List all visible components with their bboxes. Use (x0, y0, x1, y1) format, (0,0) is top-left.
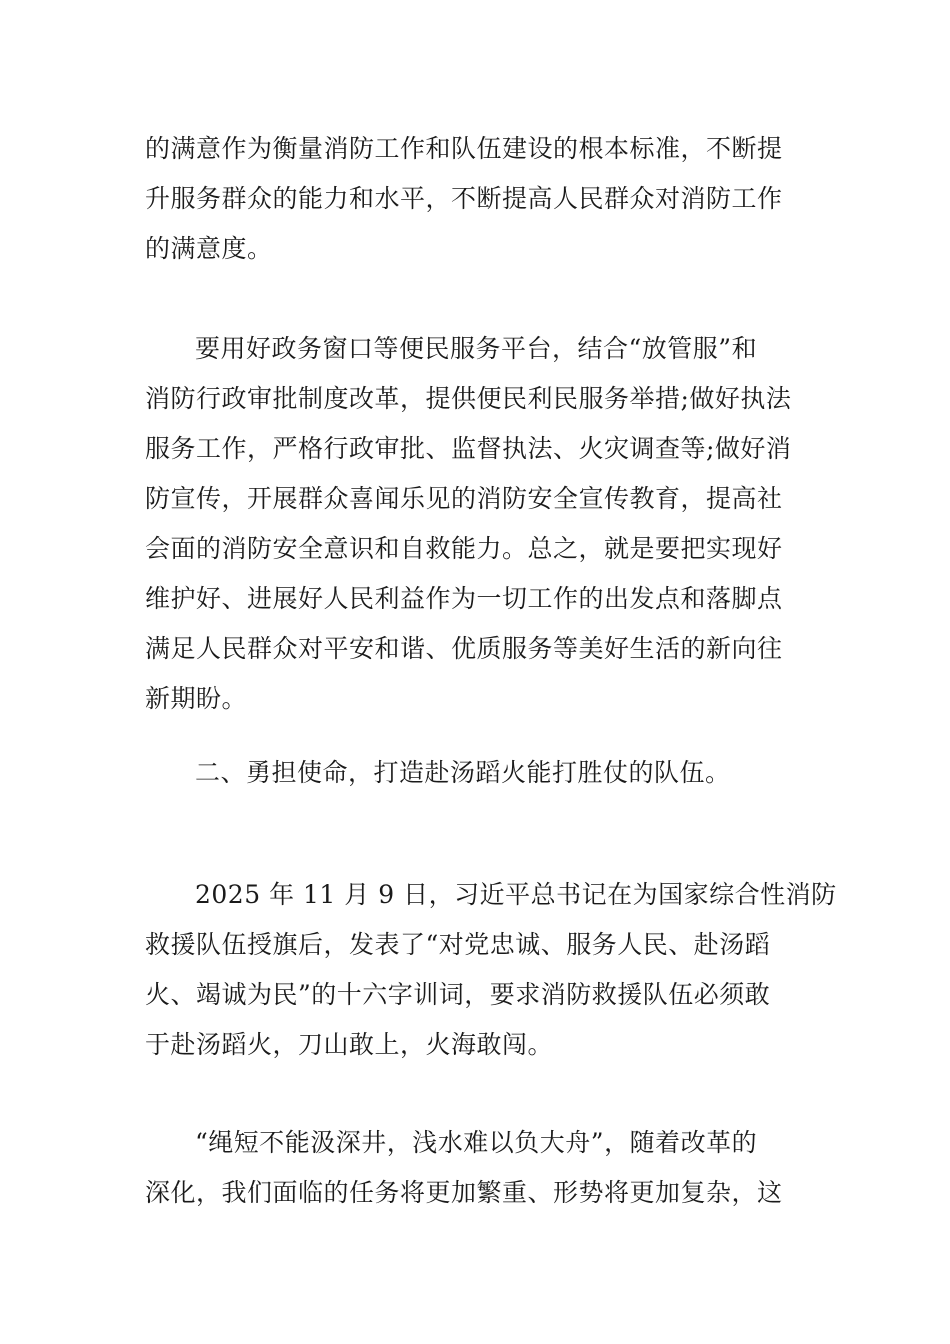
paragraph-line: 会面的消防安全意识和自救能力。总之，就是要把实现好 (145, 534, 783, 563)
paragraph-line: 服务工作，严格行政审批、监督执法、火灾调查等;做好消 (145, 434, 792, 463)
paragraph-line: 救援队伍授旗后，发表了“对党忠诚、服务人民、赴汤蹈 (145, 930, 771, 959)
paragraph-line: 深化，我们面临的任务将更加繁重、形势将更加复杂，这 (145, 1178, 783, 1207)
paragraph-line: 要用好政务窗口等便民服务平台，结合“放管服”和 (195, 334, 758, 363)
paragraph-3 (145, 870, 837, 1070)
paragraph-1 (145, 124, 810, 274)
section-heading-text: 二、勇担使命，打造赴汤蹈火能打胜仗的队伍。 (195, 758, 731, 787)
paragraph-2 (145, 324, 810, 724)
paragraph-line: 2025 年 11 月 9 日，习近平总书记在为国家综合性消防 (195, 880, 837, 909)
paragraph-line: 的满意度。 (145, 234, 273, 263)
paragraph-line: 于赴汤蹈火，刀山敢上，火海敢闯。 (145, 1030, 554, 1059)
paragraph-line: 升服务群众的能力和水平，不断提高人民群众对消防工作 (145, 184, 783, 213)
paragraph-line: 满足人民群众对平安和谐、优质服务等美好生活的新向往 (145, 634, 783, 663)
paragraph-4 (145, 1118, 810, 1218)
paragraph-line: “绳短不能汲深井，浅水难以负大舟”，随着改革的 (195, 1128, 758, 1157)
section-heading (145, 748, 810, 798)
paragraph-line: 消防行政审批制度改革，提供便民利民服务举措;做好执法 (145, 384, 792, 413)
paragraph-line: 火、竭诚为民”的十六字训词，要求消防救援队伍必须敢 (145, 980, 771, 1009)
paragraph-line: 新期盼。 (145, 684, 248, 713)
paragraph-line: 的满意作为衡量消防工作和队伍建设的根本标准，不断提 (145, 134, 783, 163)
paragraph-line: 维护好、进展好人民利益作为一切工作的出发点和落脚点 (145, 584, 783, 613)
paragraph-line: 防宣传，开展群众喜闻乐见的消防安全宣传教育，提高社 (145, 484, 783, 513)
